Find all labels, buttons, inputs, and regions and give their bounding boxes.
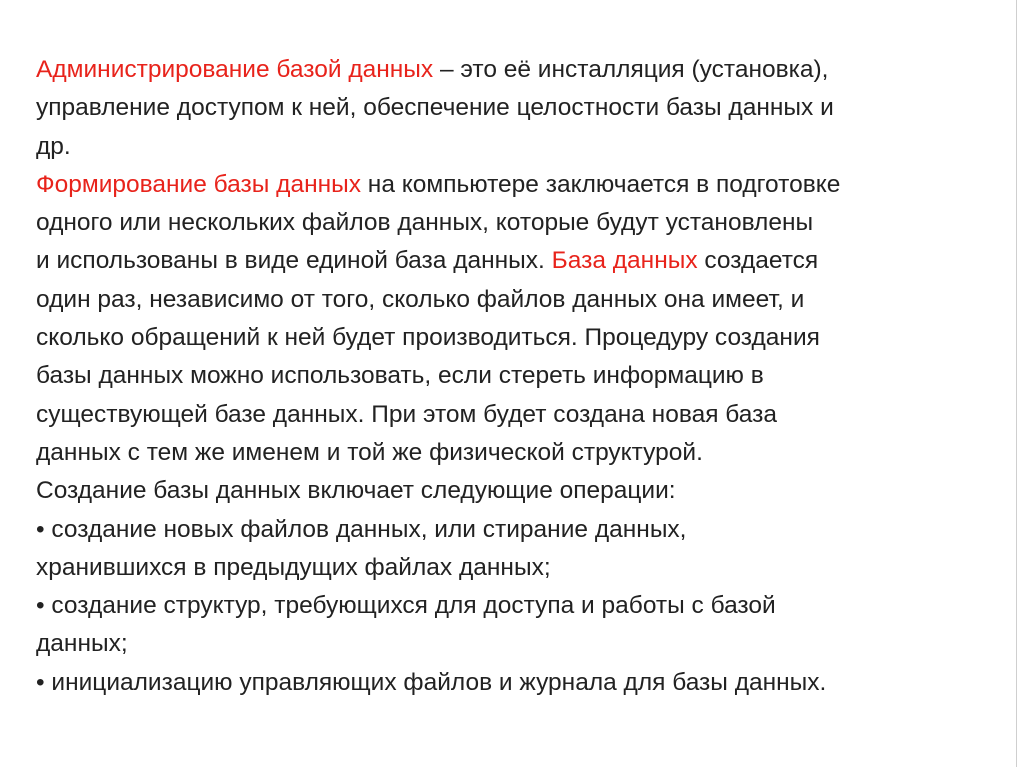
text-line xyxy=(36,549,986,587)
text-line xyxy=(36,204,986,242)
text-segment: • создание структур, требующихся для доступа и работы с базой xyxy=(36,592,776,620)
text-line xyxy=(36,281,986,319)
text-segment: • создание новых файлов данных, или стирание данных, xyxy=(36,515,687,543)
text-segment: базы данных можно использовать, если стереть информацию в xyxy=(36,362,764,390)
text-segment: создается xyxy=(697,247,819,275)
text-segment: данных с тем же именем и той же физической структурой. xyxy=(36,438,703,466)
highlighted-term: Администрирование базой данных xyxy=(36,56,434,83)
text-line xyxy=(36,51,986,89)
text-segment: данных; xyxy=(36,630,128,658)
text-segment: – это её инсталляция (установка), xyxy=(433,56,829,83)
text-segment: одного или нескольких файлов данных, которые будут установлены xyxy=(36,209,814,237)
text-line xyxy=(36,319,986,357)
text-line xyxy=(36,587,986,625)
text-segment: хранившихся в предыдущих файлах данных; xyxy=(36,553,551,581)
text-segment: один раз, независимо от того, сколько файлов данных она имеет, и xyxy=(36,285,805,313)
text-segment: сколько обращений к ней будет производиться. Процедуру создания xyxy=(36,324,820,352)
text-segment: на компьютере заключается в подготовке xyxy=(360,170,841,198)
text-line xyxy=(36,396,986,434)
text-segment: управление доступом к ней, обеспечение целостности базы данных и xyxy=(36,94,834,122)
slide-edge-divider xyxy=(1016,0,1017,767)
text-line xyxy=(36,166,986,204)
text-line xyxy=(36,242,986,280)
text-line xyxy=(36,434,986,472)
text-line xyxy=(36,89,986,127)
text-line xyxy=(36,625,986,663)
text-segment: существующей базе данных. При этом будет создана новая база xyxy=(36,400,777,428)
text-segment: др. xyxy=(36,132,71,160)
highlighted-term: База данных xyxy=(551,247,698,275)
text-line xyxy=(36,128,986,166)
slide-body-text xyxy=(36,51,986,702)
text-line xyxy=(36,664,986,702)
text-segment: и использованы в виде единой база данных. xyxy=(36,247,552,275)
text-segment: Создание базы данных включает следующие операции: xyxy=(36,477,676,505)
text-line xyxy=(36,357,986,395)
text-segment: • инициализацию управляющих файлов и журнала для базы данных. xyxy=(36,668,827,696)
text-line xyxy=(36,472,986,510)
text-line xyxy=(36,511,986,549)
highlighted-term: Формирование базы данных xyxy=(36,170,361,198)
